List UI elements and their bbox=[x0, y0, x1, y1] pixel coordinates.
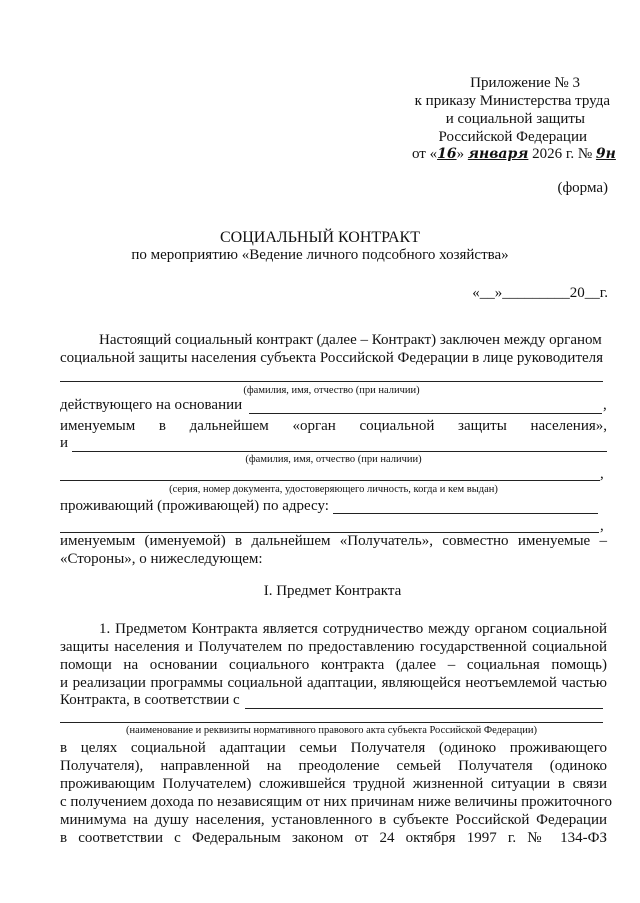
basis-comma: , bbox=[603, 397, 607, 413]
head-name-caption: (фамилия, имя, отчество (при наличии) bbox=[243, 385, 420, 396]
intro-line-7: проживающий (проживающей) по адресу: bbox=[60, 498, 329, 514]
section-1-line-3: помощи на основании социального контракта (далее – социальная помощь) bbox=[60, 657, 607, 673]
recipient-name-line[interactable] bbox=[72, 451, 607, 452]
order-reference-line: к приказу Министерства труда bbox=[414, 93, 610, 109]
recipient-name-caption: (фамилия, имя, отчество (при наличии) bbox=[245, 454, 422, 465]
head-name-line[interactable] bbox=[60, 381, 603, 382]
section-1-line-9: с получением дохода по независящим от них причинам ниже величины прожиточного bbox=[60, 794, 612, 810]
address-field-line[interactable] bbox=[333, 513, 598, 514]
intro-line-2: социальной защиты населения субъекта Российской Федерации в лице руководителя bbox=[60, 350, 604, 366]
legal-act-caption: (наименование и реквизиты нормативного правового акта субъекта Российской Федерации) bbox=[126, 725, 537, 736]
section-1-line-2: защиты населения и Получателем по предоставлению государственной социальной bbox=[60, 639, 607, 655]
section-1-line-7: Получателя), направленной на преодоление семьей Получателя (одиноко bbox=[60, 758, 607, 774]
intro-line-4: именуемым в дальнейшем «орган социальной защиты населения», bbox=[60, 418, 607, 434]
handwritten-month: января bbox=[467, 146, 529, 162]
form-label: (форма) bbox=[557, 180, 608, 196]
intro-line-3: действующего на основании bbox=[60, 397, 243, 413]
ministry-line: и социальной защиты bbox=[445, 111, 585, 127]
federation-line: Российской Федерации bbox=[438, 129, 587, 145]
document-title: СОЦИАЛЬНЫЙ КОНТРАКТ bbox=[220, 229, 420, 246]
intro-line-5: и bbox=[60, 435, 69, 451]
section-1-line-5: Контракта, в соответствии с bbox=[60, 692, 240, 708]
address-comma: , bbox=[600, 518, 604, 534]
id-document-comma: , bbox=[600, 466, 604, 482]
document-subtitle: по мероприятию «Ведение личного подсобного хозяйства» bbox=[131, 247, 509, 263]
section-1-heading: I. Предмет Контракта bbox=[263, 583, 402, 599]
handwritten-day: 16 bbox=[437, 146, 457, 162]
intro-line-10: «Стороны», о нижеследующем: bbox=[60, 551, 263, 567]
section-1-line-11: в соответствии с Федеральным законом от 24 октября 1997 г. № 134-ФЗ bbox=[60, 830, 607, 846]
section-1-line-8: проживающим Получателем) сложившейся трудной жизненной ситуации в связи bbox=[60, 776, 607, 792]
section-1-line-1: 1. Предметом Контракта является сотрудничество между органом социальной bbox=[99, 621, 607, 637]
id-document-caption: (серия, номер документа, удостоверяющего личность, когда и кем выдан) bbox=[169, 484, 498, 495]
id-document-line[interactable] bbox=[60, 480, 600, 481]
section-1-line-4: и реализации программы социальной адаптации, являющейся неотъемлемой частью bbox=[60, 675, 607, 691]
handwritten-order-number: 9н bbox=[595, 146, 616, 162]
basis-field-line[interactable] bbox=[249, 413, 602, 414]
section-1-line-6: в целях социальной адаптации семьи Получателя (одиноко проживающего bbox=[60, 740, 607, 756]
legal-act-field-line[interactable] bbox=[245, 708, 603, 709]
intro-line-1: Настоящий социальный контракт (далее – Контракт) заключен между органом bbox=[99, 332, 602, 348]
legal-act-field-line-2[interactable] bbox=[60, 722, 603, 723]
section-1-line-10: минимума на душу населения, установленного в субъекте Российской Федерации bbox=[60, 812, 607, 828]
appendix-number: Приложение № 3 bbox=[470, 75, 580, 91]
contract-date-line: «__»_________20__г. bbox=[472, 285, 608, 301]
intro-line-9: именуемым (именуемой) в дальнейшем «Получатель», совместно именуемые – bbox=[60, 533, 607, 549]
order-date-line: от «16» января 2026 г. № 9н bbox=[412, 146, 616, 162]
